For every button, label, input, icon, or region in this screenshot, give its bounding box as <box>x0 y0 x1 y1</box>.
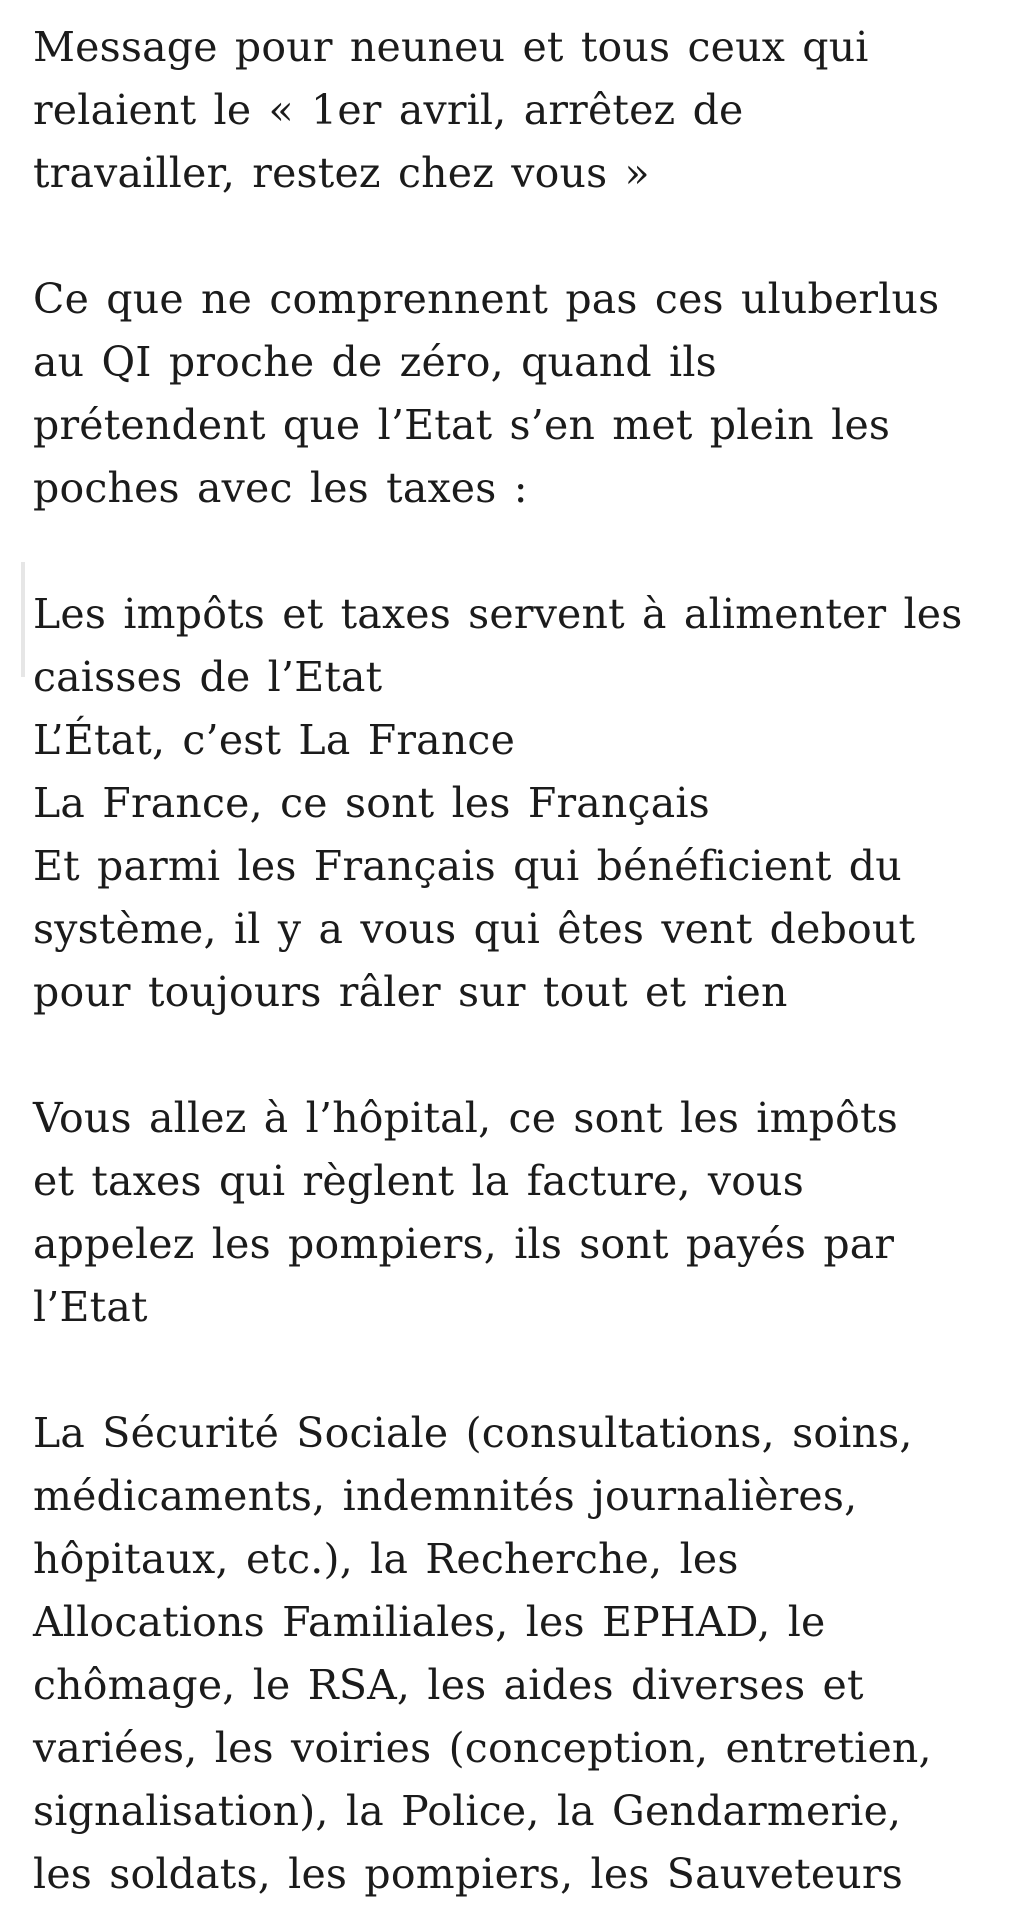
paragraph-gap <box>33 1339 1023 1402</box>
text-line: pour toujours râler sur tout et rien <box>33 968 788 1016</box>
text-line: Ce que ne comprennent pas ces uluberlus <box>33 275 940 323</box>
text-line: Les impôts et taxes servent à alimenter les <box>33 590 963 638</box>
paragraph-criticism <box>33 268 1023 520</box>
paragraph-gap <box>33 205 1023 268</box>
text-line: au QI proche de zéro, quand ils <box>33 338 717 386</box>
paragraph-taxes <box>33 583 1023 1024</box>
text-line: poches avec les taxes : <box>33 464 528 512</box>
text-line: hôpitaux, etc.), la Recherche, les <box>33 1535 739 1583</box>
text-line: chômage, le RSA, les aides diverses et <box>33 1661 864 1709</box>
text-line: Allocations Familiales, les EPHAD, le <box>33 1598 826 1646</box>
message-text <box>33 16 1023 1906</box>
text-line: les soldats, les pompiers, les Sauveteurs <box>33 1850 903 1898</box>
text-line: prétendent que l’Etat s’en met plein les <box>33 401 891 449</box>
text-line: et taxes qui règlent la facture, vous <box>33 1157 805 1205</box>
text-line: l’Etat <box>33 1283 148 1331</box>
text-line: L’État, c’est La France <box>33 716 516 764</box>
text-line: La France, ce sont les Français <box>33 779 710 827</box>
text-line: Et parmi les Français qui bénéficient du <box>33 842 902 890</box>
text-line: médicaments, indemnités journalières, <box>33 1472 858 1520</box>
text-line: variées, les voiries (conception, entretien, <box>33 1724 932 1772</box>
text-line: travailler, restez chez vous » <box>33 149 650 197</box>
paragraph-gap <box>33 1024 1023 1087</box>
text-line: Vous allez à l’hôpital, ce sont les impôts <box>33 1094 898 1142</box>
text-line: Message pour neuneu et tous ceux qui <box>33 23 869 71</box>
text-line: signalisation), la Police, la Gendarmerie, <box>33 1787 902 1835</box>
text-line: caisses de l’Etat <box>33 653 383 701</box>
text-line: appelez les pompiers, ils sont payés par <box>33 1220 895 1268</box>
text-line: La Sécurité Sociale (consultations, soins, <box>33 1409 913 1457</box>
paragraph-hospital <box>33 1087 1023 1339</box>
text-line: système, il y a vous qui êtes vent debout <box>33 905 916 953</box>
paragraph-gap <box>33 520 1023 583</box>
text-line: relaient le « 1er avril, arrêtez de <box>33 86 744 134</box>
paragraph-intro <box>33 16 1023 205</box>
text-selection-marker <box>21 562 25 677</box>
paragraph-services <box>33 1402 1023 1906</box>
